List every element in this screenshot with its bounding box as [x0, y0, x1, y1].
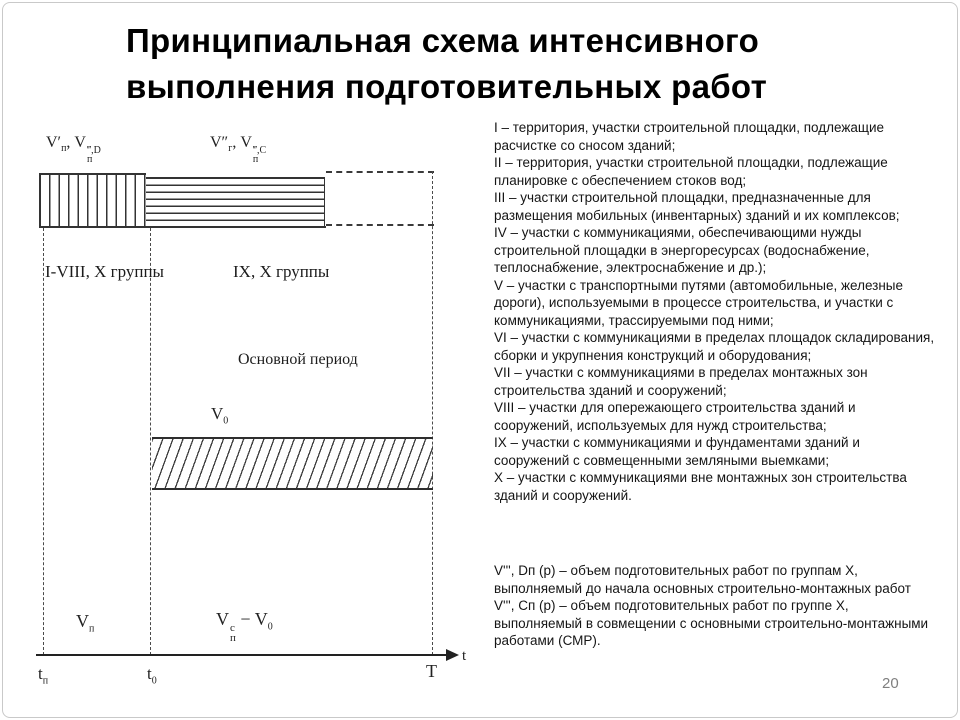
slide-title — [126, 18, 906, 110]
page-number: 20 — [882, 675, 899, 692]
dashed-extension-top — [326, 171, 434, 173]
slide-title-line1: Принципиальная схема интенсивного — [126, 22, 760, 59]
dashed-extension-bottom — [326, 224, 434, 226]
notes — [494, 562, 937, 650]
dashed-line-right — [432, 171, 433, 655]
bars-baseline — [39, 226, 326, 228]
legend-item: III – участки строительной площадки, предназначенные для размещения мобильных (инвентарных) зданий и их комплексов; — [494, 190, 900, 223]
slide-title-line2: выполнения подготовительных работ — [126, 68, 768, 105]
legend-item: IV – участки с коммуникациями, обеспечивающими нужды строительной площадки в энергоресурсах (водоснабжение, теплоснабжение, электроснабжение и др.); — [494, 225, 870, 275]
note-item: V''', Dп (р) – объем подготовительных работ по группам X, выполняемый до начала основных строительно-монтажных работ — [494, 563, 911, 596]
v0-label: $V_0$ — [211, 404, 229, 427]
legend-item: X – участки с коммуникациями вне монтажных зон строительства зданий и сооружений. — [494, 470, 907, 503]
tick-label-T: T — [426, 661, 437, 681]
bar-horizontal-hatch — [146, 177, 325, 227]
label-volume-top-right: $V''_г$, V ‴,С п — [210, 134, 267, 165]
vp-label: $V_п$ — [76, 611, 95, 635]
time-axis-arrowhead-icon — [446, 649, 459, 661]
legend-item: VI – участки с коммуникациями в пределах площадок складирования, сборки и укрупнения конструкций и оборудования; — [494, 330, 935, 363]
dashed-line-left — [43, 228, 44, 655]
legend-item: IX – участки с коммуникациями и фундаментами зданий и сооружений с совмещенными земляными выемками; — [494, 435, 860, 468]
bar-vertical-hatch — [39, 173, 146, 228]
zone-label-right: IX, X группы — [233, 262, 330, 281]
hatched-bar-v0 — [152, 437, 433, 490]
time-axis — [36, 654, 448, 656]
zone-label-left: I-VIII, X группы — [45, 262, 164, 281]
label-volume-top-left: $V'_п$, V ‴,D п — [46, 134, 101, 165]
note-item: V''', Сп (р) – объем подготовительных работ по группе X, выполняемый в совмещении с основными строительно-монтажными работами (СМР). — [494, 598, 929, 649]
legend-item: I – территория, участки строительной площадки, подлежащие расчистке со сносом зданий; — [494, 120, 885, 153]
legend-item: II – территория, участки строительной площадки, подлежащие планировке с обеспечением стоков вод; — [494, 155, 888, 188]
dashed-line-middle — [150, 228, 151, 655]
vc-minus-v0-label: V с п − $V_0$ — [216, 609, 273, 645]
axis-label-t: t — [462, 648, 467, 664]
legend — [494, 119, 937, 504]
legend-item: VIII – участки для опережающего строительства зданий и сооружений, используемых для нужд строительства; — [494, 400, 856, 433]
tick-label-tp: $t_п$ — [38, 664, 49, 687]
legend-item: V – участки с транспортными путями (автомобильные, железные дороги), используемыми в процессе строительства, и участки с коммуникациями, трассируемыми под ними; — [494, 277, 904, 328]
main-period-label: Основной период — [238, 351, 358, 368]
tick-label-t0: $t_0$ — [147, 664, 157, 687]
legend-item: VII – участки с коммуникациями в пределах монтажных зон строительства зданий и сооружений; — [494, 365, 868, 398]
